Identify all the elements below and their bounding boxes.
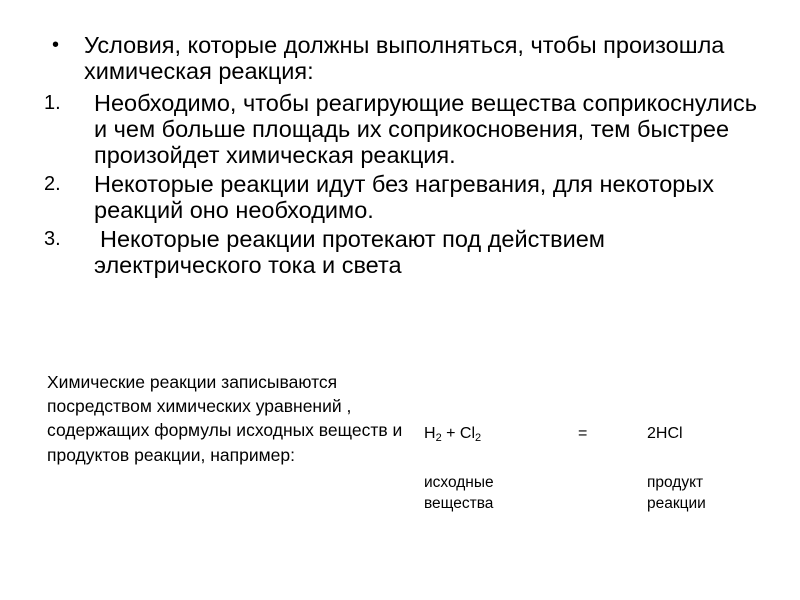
product-label-line2: реакции <box>647 495 706 512</box>
condition-number: 1. <box>44 92 61 114</box>
intro-line <box>50 32 770 84</box>
reactants-label <box>424 472 494 514</box>
reactant-h: H <box>424 425 436 442</box>
product-label-line1: продукт <box>647 474 704 491</box>
condition-number: 2. <box>44 173 61 195</box>
condition-text: Некоторые реакции протекают под действием электрического тока и света <box>94 226 605 278</box>
reactants-label-line1: исходные <box>424 474 494 491</box>
condition-item-2 <box>44 171 774 223</box>
reactant-plus-cl: + Cl <box>441 425 476 442</box>
condition-item-3 <box>44 226 774 278</box>
reactants-formula <box>424 424 481 444</box>
condition-item-1 <box>44 90 774 168</box>
condition-text: Некоторые реакции идут без нагревания, для некоторых реакций оно необходимо. <box>94 171 714 223</box>
condition-number: 3. <box>44 228 61 250</box>
conditions-list <box>44 90 774 281</box>
intro-text: Условия, которые должны выполняться, чтобы произошла химическая реакция: <box>84 32 725 84</box>
product-label <box>647 472 706 514</box>
reactant-cl-subscript: 2 <box>475 432 482 444</box>
reactants-label-line2: вещества <box>424 495 494 512</box>
reactant-h-subscript: 2 <box>435 432 442 444</box>
equals-sign: = <box>578 425 588 442</box>
intro-bullet <box>50 32 770 84</box>
product-formula: 2HCl <box>647 425 683 442</box>
condition-text: Необходимо, чтобы реагирующие вещества соприкоснулись и чем больше площадь их соприкосновения, тем быстрее произойдет химическая реакция. <box>94 90 757 168</box>
bullet-dot-icon: • <box>52 34 60 56</box>
equation-description: Химические реакции записываются посредством химических уравнений , содержащих формулы исходных веществ и продуктов реакции, например: <box>47 372 403 465</box>
